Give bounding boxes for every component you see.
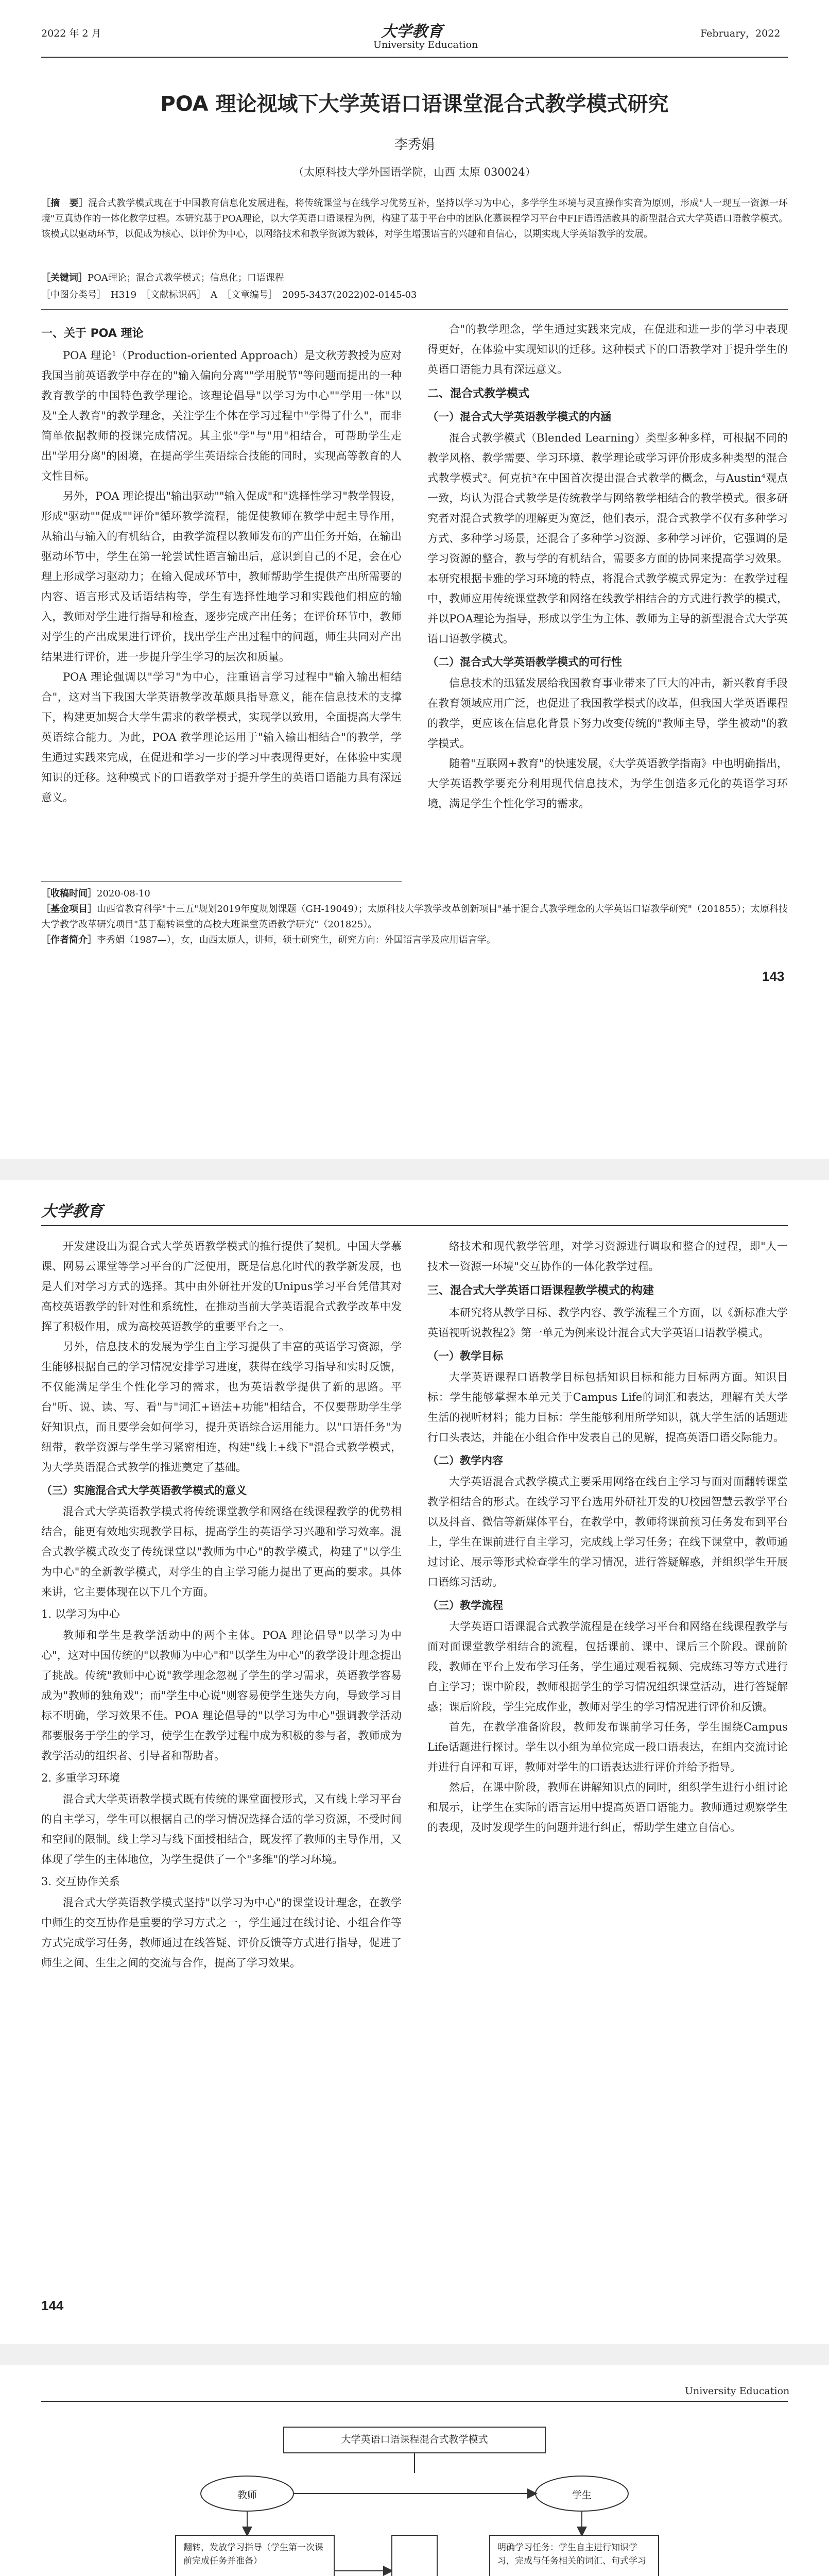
paragraph: POA 理论强调以"学习"为中心，注重语言学习过程中"输入输出相结合"，这对当下我国大学英语教学改革颇具指导意义，能在信息技术的支撑下，构建更加契合大学生需求的教学模式，实现学以致用，全面提高大学生英语综合能力。为此，POA 教学理论运用于"输入输出相结合"的教学，学生通过实践来完成，在促进和学习一步的学习中表现得更好，在体验中实现知识的迁移。这种模式下的口语教学对于提升学生的英语口语能力具有深远意义。 — [41, 671, 402, 804]
paragraph: 络技术和现代教学管理，对学习资源进行调取和整合的过程，即"人一技术一资源一环境"交互协作的一体化教学过程。 — [427, 1240, 788, 1273]
subsection-heading: （三）教学流程 — [427, 1599, 503, 1612]
author-bio-label: ［作者简介］ — [41, 935, 97, 945]
paragraph: 另外，POA 理论提出"输出驱动""输入促成"和"选择性学习"教学假设，形成"驱动""促成""评价"循环教学流程，能促使教师在教学中起主导作用，从输出与输入的有机结合，由教学流程以教师发布的产出任务开始，在输出驱动环节中，学生在第一轮尝试性语言输出后，意识到自己的不足，会在心理上形成学习驱动力；在输入促成环节中，教师帮助学生提供产出所需要的内容、语言形式及话语结构等，学生有选择性地学习和实践他们相应的输入，教师对学生进行指导和检查，逐步完成产出任务；在评价环节中，教师对学生的产出成果进行评价，找出学生产出过程中的问题，师生共同对产出结果进行评价，进一步提升学生学习的层次和质量。 — [41, 490, 402, 663]
received-label: ［收稿时间］ — [41, 888, 97, 899]
subsection-heading: （三）实施混合式大学英语教学模式的意义 — [41, 1484, 247, 1497]
abstract-text: 混合式教学模式现在于中国教育信息化发展进程，将传统课堂与在线学习优势互补，坚持以学习为中心，多学学生环境与灵直操作实音为原则，形成"人一现互一资源一环境"互真协作的一体化教学过程。本研究基于POA理论，以大学英语口语课程为例，构建了基于平台中的团队化慕课程学习平台中FIF语语活教具的新型混合式大学英语口语教学模式。该模式以驱动环节，以促成为核心、以评价为中心，以网络技术和教学资源为载体，对学生增强语言的兴趣和自信心，以期实现大学英语教学的发展。 — [41, 198, 788, 240]
keywords — [41, 270, 788, 286]
header-journal: University Education — [373, 39, 478, 50]
classification-line: ［中图分类号］ H319 ［文献标识码］ A ［文章编号］ 2095-3437(2022)02-0145-03 — [41, 290, 417, 300]
footnotes — [41, 886, 788, 948]
header-rule — [41, 2401, 788, 2402]
abstract — [41, 196, 788, 242]
article-title: POA 理论视域下大学英语口语课堂混合式教学模式研究 — [160, 92, 669, 116]
page-145 — [0, 2365, 829, 2576]
page-separator — [0, 2344, 829, 2365]
paragraph: 教师和学生是教学活动中的两个主体。POA 理论倡导"以学习为中心"，这对中国传统的"以教师为中心"和"以学生为中心"的教学设计理念提出了挑战。传统"教师中心说"教学理念忽视了学生的学习需求，英语教学容易成为"教师的独角戏"；而"学生中心说"则容易使学生迷失方向，导致学习目标不明确，学习效果不佳。POA 理论倡导的"以学习为中心"强调教学活动都要服务于学生的学习，使学生在教学过程中成为积极的参与者，教师成为教学活动的组织者、引导者和帮助者。 — [41, 1629, 402, 1762]
student-step-1: 明确学习任务：学生自主进行知识学习，完成与任务相关的词汇、句式学习 — [489, 2535, 659, 2576]
paragraph: 首先，在教学准备阶段，教师发布课前学习任务，学生围绕Campus Life话题进行探讨。学生以小组为单位完成一段口语表达，在组内交流讨论并进行自评和互评，教师对学生的口语表达进行评价并给予指导。 — [427, 1721, 788, 1773]
teacher-label: 教师 — [237, 2489, 257, 2501]
paragraph: 大学英语混合式教学模式主要采用网络在线自主学习与面对面翻转课堂教学相结合的形式。在线学习平台选用外研社开发的U校园智慧云教学平台以及抖音、微信等新媒体平台，在教学中，教师将课前预习任务发布到平台上，学生在课前进行自主学习，完成线上学习任务；在线下课堂中，教师通过讨论、展示等形式检查学生的学习情况，进行答疑解惑，并组织学生开展口语练习活动。 — [427, 1476, 788, 1588]
header-month: February，2022 — [700, 28, 781, 39]
page-number: 144 — [41, 2298, 64, 2313]
paragraph: 混合式大学英语教学模式坚持"以学习为中心"的课堂设计理念，在教学中师生的交互协作是重要的学习方式之一，学生通过在线讨论、小组合作等方式完成学习任务，教师通过在线答疑、评价反馈等方式进行指导，促进了师生之间、生生之间的交流与合作，提高了学习效果。 — [41, 1896, 402, 1969]
abstract-rule — [41, 309, 788, 310]
subsection-heading: （二）教学内容 — [427, 1454, 503, 1467]
article-author: 李秀娟 — [394, 137, 435, 152]
header-date: 2022 年 2 月 — [41, 28, 101, 39]
p2-left-column — [41, 1236, 402, 1973]
teacher-step-1: 翻转，发放学习指导（学生第一次课前完成任务并准备） — [175, 2535, 335, 2576]
author-affiliation: （太原科技大学外国语学院，山西 太原 030024） — [293, 166, 536, 178]
center-platform-box — [391, 2535, 438, 2576]
section-heading: 三、混合式大学英语口语课程教学模式的构建 — [427, 1284, 654, 1297]
section-heading: 二、混合式教学模式 — [427, 387, 530, 400]
paragraph: 另外，信息技术的发展为学生自主学习提供了丰富的英语学习资源，学生能够根据自己的学习情况安排学习进度，获得在线学习指导和实时反馈，不仅能满足学生个性化学习的需求，也为英语教学提供了新的思路。平台"听、说、读、写、看"与"词汇+语法+功能"相结合，不仅要帮助学生学好知识点，而且要学会如何学习，提升英语综合运用能力。以"口语任务"为纽带，教学资源与学生学习紧密相连，构建"线上+线下"混合式教学模式，为大学英语混合式教学的推进奠定了基础。 — [41, 1341, 402, 1473]
paragraph: 混合式大学英语教学模式既有传统的课堂面授形式，又有线上学习平台的自主学习，学生可以根据自己的学习情况选择合适的学习资源，不受时间和空间的限制。线上学习与线下面授相结合，既发挥了教师的主导作用，又体现了学生的主体地位，为学生提供了一个"多维"的学习环境。 — [41, 1793, 402, 1866]
footnote-rule — [41, 881, 402, 882]
header-rule — [41, 57, 788, 58]
p1-left-column — [41, 319, 402, 808]
keywords-label: ［关键词］ — [41, 273, 88, 283]
p2-right-column — [427, 1236, 788, 1838]
journal-logo: 大学教育 — [381, 23, 443, 41]
journal-logo: 大学教育 — [41, 1202, 103, 1221]
paragraph: POA 理论¹（Production-oriented Approach）是文秋芳教授为应对我国当前英语教学中存在的"输入偏向分离""学用脱节"等问题而提出的一种教育教学的中国特色教学理论。该理论倡导"以学习为中心""学用一体"以及"全人教育"的教学理念，关注学生个体在学习过程中"学得了什么"，而非简单依据教师的授课完成情况。其主张"学"与"用"相结合，可帮助学生走出"学用分离"的困境，在提高学生英语综合技能的同时，实现高等教育的人文性目标。 — [41, 349, 402, 482]
subsection-heading: （一）混合式大学英语教学模式的内涵 — [427, 411, 611, 423]
subsection-heading: （一）教学目标 — [427, 1350, 503, 1362]
figure-title-box: 大学英语口语课程混合式教学模式 — [283, 2427, 546, 2453]
paragraph: 混合式教学模式（Blended Learning）类型多种多样，可根据不同的教学风格、教学需要、学习环境、教学理论或学习评价形成多种类型的混合式教学模式²。何克抗³在中国首次提出混合式教学的概念，与Austin⁴观点一致，均认为混合式教学是传统教学与网络教学相结合的教学模式。很多研究者对混合式教学的理解更为宽泛，他们表示，混合式教学不仅有多种学习方式、多种学习场景，还混合了多种学习资源、多种学习评价，它强调的是学习资源的整合，教与学的有机结合，需要多方面的协同来提高学习效果。本研究根据卡雅的学习环境的特点，将混合式教学模式界定为：在教学过程中，教师应用传统课堂教学和网络在线教学相结合的方式进行教学的模式，并以POA理论为指导，形成以学生为主体、教师为主导的新型混合式大学英语口语教学模式。 — [427, 432, 788, 645]
paragraph: 开发建设出为混合式大学英语教学模式的推行提供了契机。中国大学慕课、网易云课堂等学习平台的广泛使用，既是信息化时代的教学新发展，也是人们对学习方式的选择。其中由外研社开发的Unipus学习平台凭借其对高校英语教学的针对性和系统性，在推动当前大学英语混合式教学改革中发挥了积极作用，成为高校英语教学的重要平台之一。 — [41, 1240, 402, 1333]
paragraph: 随着"互联网+教育"的快速发展，《大学英语教学指南》中也明确指出，大学英语教学要充分利用现代信息技术，为学生创造多元化的英语学习环境，满足学生个性化学习的需求。 — [427, 757, 788, 810]
item-heading: 2. 多重学习环境 — [41, 1772, 120, 1784]
paragraph: 大学英语课程口语教学目标包括知识目标和能力目标两方面。知识目标：学生能够掌握本单元关于Campus Life的词汇和表达，理解有关大学生活的视听材料；能力目标：学生能够利用所学知识，就大学生活的话题进行口头表达，并能在小组合作中发表自己的见解，提高英语口语交际能力。 — [427, 1371, 788, 1444]
paragraph: 然后，在课中阶段，教师在讲解知识点的同时，组织学生进行小组讨论和展示，让学生在实际的语言运用中提高英语口语能力。教师通过观察学生的表现，及时发现学生的问题并进行纠正，帮助学生建立自信心。 — [427, 1781, 788, 1834]
page-144 — [0, 1180, 829, 2344]
fund-text: 山西省教育科学"十三五"规划2019年度规划课题（GH-19049）；太原科技大学教学改革创新项目"基于混合式教学理念的大学英语口语教学研究"（201855）；太原科技大学教学改革研究项目"基于翻转课堂的高校大班课堂英语教学研究"（201825）。 — [41, 904, 788, 930]
paragraph: 大学英语口语课混合式教学流程是在线学习平台和网络在线课程教学与面对面课堂教学相结合的流程，包括课前、课中、课后三个阶段。课前阶段，教师在平台上发布学习任务，学生通过观看视频、完成练习等方式进行自主学习；课中阶段，教师根据学生的学习情况组织课堂活动，进行答疑解惑；课后阶段，学生完成作业，教师对学生的学习情况进行评价和反馈。 — [427, 1620, 788, 1713]
page-number: 143 — [762, 969, 785, 984]
student-label: 学生 — [572, 2489, 592, 2501]
header-journal: University Education — [685, 2385, 790, 2397]
received-date: 2020-08-10 — [97, 888, 150, 899]
header-rule — [41, 1225, 788, 1226]
flow-diagram — [154, 2416, 675, 2576]
item-heading: 1. 以学习为中心 — [41, 1608, 120, 1620]
abstract-label: ［摘 要］ — [41, 198, 89, 209]
page-separator — [0, 1159, 829, 1180]
paragraph: 混合式大学英语教学模式将传统课堂教学和网络在线课程教学的优势相结合，能更有效地实现教学目标，提高学生的英语学习兴趣和学习效率。混合式教学模式改变了传统课堂以"教师为中心"的教学模式，构建了"以学生为中心"的全新教学模式，对学生的自主学习能力提出了更高的要求。具体来讲，它主要体现在以下几个方面。 — [41, 1505, 402, 1598]
paragraph: 信息技术的迅猛发展给我国教育事业带来了巨大的冲击，新兴教育手段在教育领域应用广泛，也促进了我国教学模式的改革，但我国大学英语课程的教学，更应该在信息化背景下努力改变传统的"教师主导，学生被动"的教学模式。 — [427, 677, 788, 750]
keywords-text: POA理论；混合式教学模式；信息化；口语课程 — [88, 273, 284, 283]
author-bio-text: 李秀娟（1987—），女，山西太原人，讲师，硕士研究生，研究方向：外国语言学及应用语言学。 — [97, 935, 496, 945]
item-heading: 3. 交互协作关系 — [41, 1875, 120, 1888]
paragraph: 合"的教学理念，学生通过实践来完成，在促进和进一步的学习中表现得更好，在体验中实现知识的迁移。这种模式下的口语教学对于提升学生的英语口语能力具有深远意义。 — [427, 323, 788, 376]
subsection-heading: （二）混合式大学英语教学模式的可行性 — [427, 656, 622, 668]
p1-right-column — [427, 319, 788, 814]
page-143 — [0, 0, 829, 1159]
fund-label: ［基金项目］ — [41, 904, 97, 914]
paragraph: 本研究将从教学目标、教学内容、教学流程三个方面，以《新标准大学英语视听说教程2》第一单元为例来设计混合式大学英语口语教学模式。 — [427, 1307, 788, 1339]
section-heading: 一、关于 POA 理论 — [41, 327, 144, 340]
